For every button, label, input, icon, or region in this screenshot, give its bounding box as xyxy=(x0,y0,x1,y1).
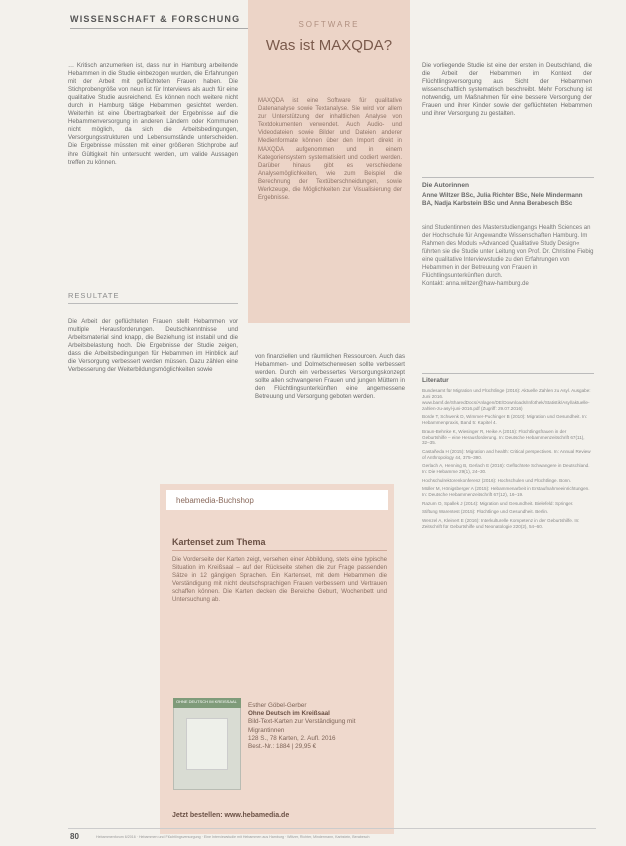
literature-item: Wenzel A, Kleinert E (2016): Interkulturelle Kompetenz in der Geburtshilfe. In: Zeitschrift für Geburtshilfe und Neonatologie 220(2), 54–60. xyxy=(422,517,580,529)
literature-item: Bundesamt für Migration und Flüchtlinge (2016): Aktuelle Zahlen zu Asyl. Ausgabe: Juni 2016. www.bamf.de/SharedDocs/Anlagen/DE/Downloads/Infothek/Statistik/Asyl/aktuelle-zahlen-zu-asyl-juni-2016.pdf (Zugriff: 29.07.2016) xyxy=(422,388,591,411)
paragraph: Die Arbeit der geflüchteten Frauen stellt Hebammen vor multiple Herausforderungen. Deutschkenntnisse und Arbeitsmaterial sind knapp, die Beziehung ist instabil und die Arbeitsbelastung hoch. Die Ergebnisse der Studie zeigen, dass die Arbeitsbedingungen für Hebammen im Hinblick auf die Versorgung verbessert werden müssen. Dazu zählen eine Verbesserung der Weiterbildungsmöglichkeiten sowie xyxy=(68,318,238,374)
page-number: 80 xyxy=(70,832,79,841)
authors-heading: Die Autorinnen xyxy=(422,182,470,189)
order-link[interactable]: Jetzt bestellen: www.hebamedia.de xyxy=(172,812,290,819)
book-author: Esther Göbel-Gerber xyxy=(248,702,307,709)
literature-item: Borde T, Schwenk D, Wimmer-Puchinger B (2010): Migration und Gesundheit. In: Hebammenpraxis, Band 5: Kapitel 4. xyxy=(422,414,588,426)
literature-item: Stiftung Warentest (2015): Flüchtlinge und Gesundheit. Berlin. xyxy=(422,509,549,515)
literature-item: Razum O, Spallek J (2014): Migration und Gesundheit. Bielefeld: Springer. xyxy=(422,500,574,506)
authors-bio xyxy=(422,224,594,288)
authors-bio-text: sind Studentinnen des Masterstudiengangs Health Sciences an der Hochschule für Angewandte Wissenschaften Hamburg. Im Rahmen des Moduls »Advanced Qualitative Study Design« führten sie die Studie unter Leitung von Prof. Dr. Christine Fiebig eine qualitative Interviewstudie zu den Erfahrungen von Hebammen in der Betreuung von Frauen in Flüchtlingsunterkünften durch. xyxy=(422,225,594,280)
kartenset-rule xyxy=(172,550,387,551)
middle-continuation-text: von finanziellen und räumlichen Ressourcen. Auch das Hebammen- und Dolmetscherwesen sollte verbessert werden. Durch ein verbessertes Versorgungskonzept sollte allen schwangeren Frauen und jungen Müttern in den Flüchtlingsunterkünften eine angemessene Betreuung und Versorgung geboten werden. xyxy=(255,353,405,401)
literature-item: Castañeda H (2015): Migration and health: Critical perspectives. In: Annual Review of Anthropology 44, 375–390. xyxy=(422,448,591,460)
kartenset-description: Die Vorderseite der Karten zeigt, versehen einer Abbildung, stets eine typische Situation im Kreißsaal – auf der Rückseite stehen die zur Frage passenden Sätze in 12 gängigen Sprachen. Ein Kartenset, mit dem Hebammen die Verständigung mit nicht deutschsprachigen Frauen verbessern und Vertrauen schaffen können. Die Karten decken die Bereiche Geburt, Wochenbett und Untersuchung ab. xyxy=(172,556,387,604)
maxqda-kicker: SOFTWARE xyxy=(298,20,360,29)
literature-item: Hochschulrektorenkonferenz (2016): Hochschulen und Flüchtlinge. Bonn. xyxy=(422,477,572,483)
book-price: Best.-Nr.: 1884 | 29,95 € xyxy=(248,743,317,751)
book-details: 128 S., 78 Karten, 2. Aufl. 2016 xyxy=(248,734,336,742)
authors-names: Anne Wiltzer BSc, Julia Richter BSc, Nele Mindermann BA, Nadja Karbstein BSc und Anna Berabesch BSc xyxy=(422,192,583,207)
literature-list xyxy=(422,388,592,532)
results-rule xyxy=(68,303,238,304)
authors-rule xyxy=(422,177,594,178)
literature-heading: Literatur xyxy=(422,377,449,384)
left-column-text xyxy=(68,62,238,167)
paragraph: Die vorliegende Studie ist eine der ersten in Deutschland, die die Arbeit der Hebammen im Kontext der Flüchtlingsversorgung aus Sicht der Hebammen wissenschaftlich systematisch beschreibt. Mehr Forschung ist notwendig, um Maßnahmen für eine bessere Versorgung der Frauen und ihrer Kinder sowie der geflüchteten Hebammen und ihrer Versorgung zu gestalten. xyxy=(422,62,592,118)
literature-item: Gerlach A, Henning B, Gerlach E (2016): Geflüchtete Schwangere in Deutschland. In: Die Hebamme 29(1), 24–30. xyxy=(422,463,590,475)
section-header: WISSENSCHAFT & FORSCHUNG xyxy=(70,14,241,24)
shop-brand: hebamedia-Buchshop xyxy=(176,496,254,505)
header-rule xyxy=(70,28,250,29)
authors-contact[interactable]: Kontakt: anna.wiltzer@haw-hamburg.de xyxy=(422,281,529,288)
footer-rule xyxy=(68,828,596,829)
book-cover-text: OHNE DEUTSCH IM KREISSAAL xyxy=(176,699,237,704)
book-subtitle: Bild-Text-Karten zur Verständigung mit Migrantinnen xyxy=(248,718,356,734)
maxqda-body: MAXQDA ist eine Software für qualitative Datenanalyse sowie Textanalyse. Sie wird vor allem zur Unterstützung der inhaltlichen Analyse von Textdokumenten verwendet. Auch Audio- und Videodateien sowie Bilder und Dateien anderer Medienformate können über den Import direkt in MAXQDA aufgenommen und in einem Kategoriensystem systematisiert und codiert werden. Darüber hinaus gibt es verschiedene Analysemöglichkeiten, wie zum Beispiel die Berechnung der Textüberschneidungen, sowie Werkzeuge, die Möglichkeiten zur Visualisierung der Ergebnisse. xyxy=(258,98,402,202)
book-info xyxy=(248,702,388,751)
footer-text: Hebammenforum 6/2016 · Hebammen und Flüchtlingsversorgung · Eine Interviewstudie mit Hebammen aus Hamburg · Wiltzer, Richter, Mindermann, Karbstein, Berabesch xyxy=(96,835,370,839)
book-title: Ohne Deutsch im Kreißsaal xyxy=(248,710,330,718)
maxqda-title: Was ist MAXQDA? xyxy=(265,37,393,54)
literature-rule xyxy=(422,373,594,374)
literature-item: Braun-Behnke K, Wiesinger R, Heike A (2015): Flüchtlingsfrauen in der Geburtshilfe – eine Herausforderung. In: Deutsche Hebammenzeitschrift 67(11), 32–35. xyxy=(422,428,585,446)
results-text xyxy=(68,318,238,374)
book-cover-image xyxy=(186,718,228,770)
literature-item: Müller M, Hönigsberger A (2015): Hebammenarbeit in Erstaufnahmeeinrichtungen. In: Deutsche Hebammenzeitschrift 67(12), 16–19. xyxy=(422,486,590,498)
paragraph: … Kritisch anzumerken ist, dass nur in Hamburg arbeitende Hebammen in die Studie einbezogen wurden, die Erfahrungen mit der Arbeit mit geflüchteten Frauen haben. Die Stichprobengröße von neun ist für Interviews als auch für eine qualitative Studie ausreichend. Es können noch weitere nicht durch in Hamburg tätige Hebammen gesichtet werden. Weiterhin ist eine Übertragbarkeit der Ergebnisse auf die Hebammenversorgung in anderen Ländern oder Kommunen nicht möglich, da sich die Arbeitsbedingungen, Versorgungsstrukturen und Lebensumstände unterscheiden. Die Ergebnisse müssten mit einer größeren Stichprobe auf ihre Gültigkeit hin untersucht werden, um valide Aussagen treffen zu können. xyxy=(68,62,238,166)
right-column-text xyxy=(422,62,592,118)
results-heading: RESULTATE xyxy=(68,291,120,300)
kartenset-title: Kartenset zum Thema xyxy=(172,537,266,547)
